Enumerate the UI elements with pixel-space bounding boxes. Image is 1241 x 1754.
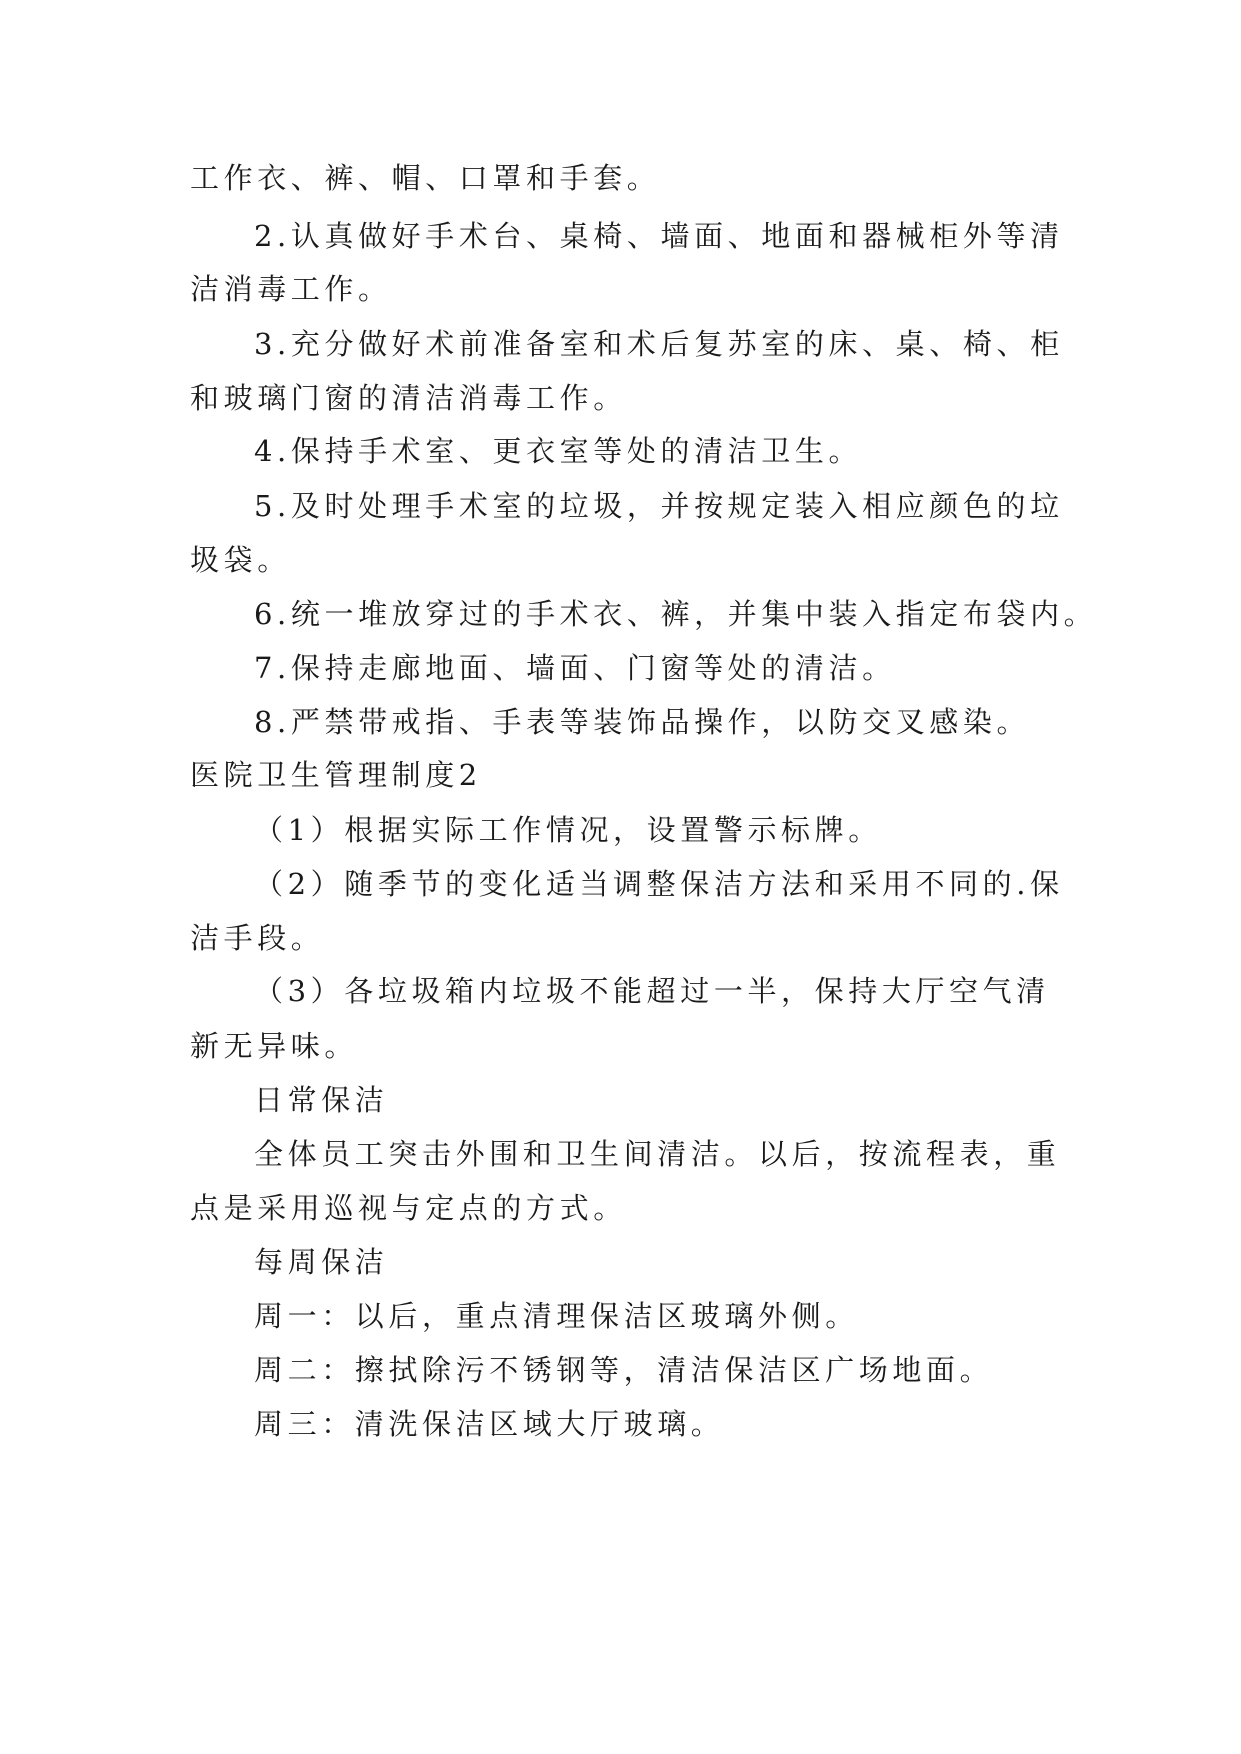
text-line: 5.及时处理手术室的垃圾，并按规定装入相应颜色的垃 xyxy=(254,489,1064,523)
text-line: 和玻璃门窗的清洁消毒工作。 xyxy=(190,381,627,415)
text-line: 7.保持走廊地面、墙面、门窗等处的清洁。 xyxy=(254,651,896,685)
text-line: 新无异味。 xyxy=(190,1029,359,1063)
text-line: 4.保持手术室、更衣室等处的清洁卫生。 xyxy=(254,434,863,468)
text-line: 6.统一堆放穿过的手术衣、裤，并集中装入指定布袋内。 xyxy=(254,597,1098,631)
text-line: 工作衣、裤、帽、口罩和手套。 xyxy=(190,161,661,195)
text-line: （1）根据实际工作情况，设置警示标牌。 xyxy=(254,813,882,847)
text-line: 洁消毒工作。 xyxy=(190,272,392,306)
section-heading: 医院卫生管理制度2 xyxy=(190,758,482,792)
text-line: 圾袋。 xyxy=(190,543,291,577)
text-line: 3.充分做好术前准备室和术后复苏室的床、桌、椅、柜 xyxy=(254,327,1064,361)
text-line: 周一：以后，重点清理保洁区玻璃外侧。 xyxy=(254,1299,859,1333)
text-line: （3）各垃圾箱内垃圾不能超过一半，保持大厅空气清 xyxy=(254,974,1050,1008)
text-line: 2.认真做好手术台、桌椅、墙面、地面和器械柜外等清 xyxy=(254,219,1064,253)
text-line: 周二：擦拭除污不锈钢等，清洁保洁区广场地面。 xyxy=(254,1353,994,1387)
text-line: 全体员工突击外围和卫生间清洁。以后，按流程表，重 xyxy=(254,1137,1061,1171)
text-line: 8.严禁带戒指、手表等装饰品操作，以防交叉感染。 xyxy=(254,705,1031,739)
text-line: 洁手段。 xyxy=(190,921,325,955)
text-line: 周三：清洗保洁区域大厅玻璃。 xyxy=(254,1407,725,1441)
subheading: 日常保洁 xyxy=(254,1083,389,1117)
text-line: 点是采用巡视与定点的方式。 xyxy=(190,1191,627,1225)
text-line: （2）随季节的变化适当调整保洁方法和采用不同的.保 xyxy=(254,867,1064,901)
subheading: 每周保洁 xyxy=(254,1245,389,1279)
